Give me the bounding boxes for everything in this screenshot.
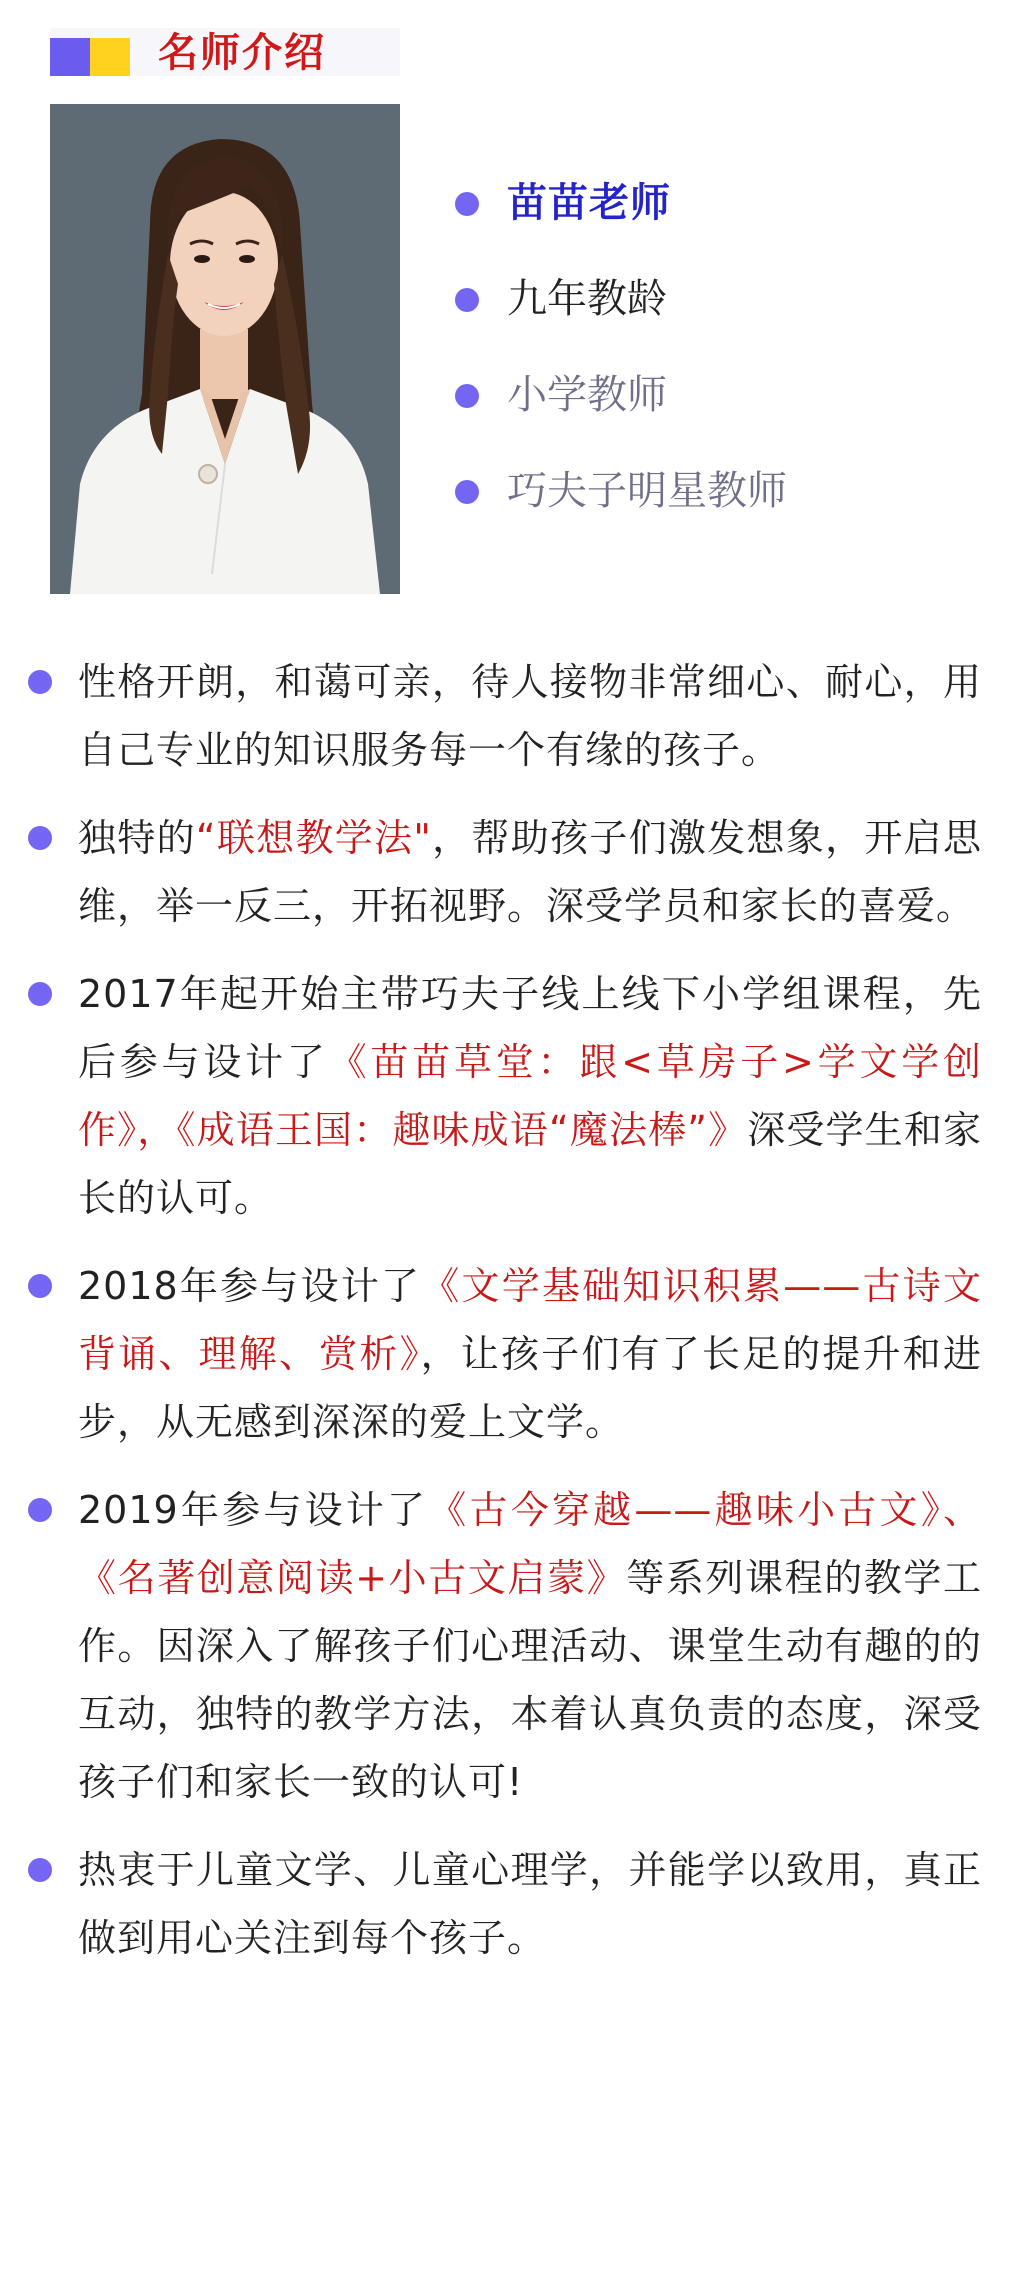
teacher-fact-title: 巧夫子明星教师 [507,468,787,514]
bullet-dot-icon [455,288,479,312]
bullet-dot-icon [28,982,52,1006]
bullet-dot-icon [455,480,479,504]
teacher-fact-role: 小学教师 [507,372,667,418]
bullet-dot-icon [28,1498,52,1522]
section-title: 名师介绍 [158,30,326,76]
bullet-dot-icon [455,384,479,408]
bullet-dot-icon [28,670,52,694]
teacher-name: 苗苗老师 [507,180,671,226]
paragraph-text: 深受学生和家长的认可。 [78,1108,982,1220]
paragraph-text: ，让孩子们有了长足的提升和进步，从无感到深深的爱上文学。 [78,1332,982,1444]
intro-bullet-list [22,648,982,1992]
highlighted-course-titles: 《苗苗草堂：跟<草房子>学文学创作》，《成语王国：趣味成语“魔法棒”》 [78,1040,982,1152]
paragraph-text: 2018年参与设计了 [78,1264,422,1308]
paragraph-text: 独特的 [78,816,196,860]
bullet-dot-icon [28,1274,52,1298]
highlighted-course-titles: 《文学基础知识积累——古诗文背诵、理解、赏析》 [78,1264,982,1376]
intro-paragraph [22,1476,982,1816]
intro-paragraph [22,960,982,1232]
paragraph-text: 热衷于儿童文学、儿童心理学，并能学以致用，真正做到用心关注到每个孩子。 [78,1848,982,1960]
highlighted-method: “联想教学法" [195,816,432,860]
intro-paragraph [22,648,982,784]
yellow-square-icon [90,38,130,76]
purple-square-icon [50,38,90,76]
paragraph-text: 性格开朗，和蔼可亲，待人接物非常细心、耐心，用自己专业的知识服务每一个有缘的孩子。 [78,660,982,772]
intro-paragraph [22,804,982,940]
intro-paragraph [22,1252,982,1456]
intro-paragraph [22,1836,982,1972]
paragraph-text: 等系列课程的教学工作。因深入了解孩子们心理活动、课堂生动有趣的的互动，独特的教学方法，本着认真负责的态度，深受孩子们和家长一致的认可! [78,1556,982,1804]
section-header [50,28,400,76]
teacher-photo [50,104,400,594]
paragraph-text: 2019年参与设计了 [78,1488,429,1532]
paragraph-text: 2017年起开始主带巧夫子线上线下小学组课程，先后参与设计了 [78,972,982,1084]
teacher-fact-years: 九年教龄 [507,276,667,322]
highlighted-course-titles: 《古今穿越——趣味小古文》、《名著创意阅读+小古文启蒙》 [78,1488,982,1600]
bullet-dot-icon [28,1858,52,1882]
bullet-dot-icon [455,192,479,216]
paragraph-text: ，帮助孩子们激发想象，开启思维，举一反三，开拓视野。深受学员和家长的喜爱。 [78,816,982,928]
bullet-dot-icon [28,826,52,850]
